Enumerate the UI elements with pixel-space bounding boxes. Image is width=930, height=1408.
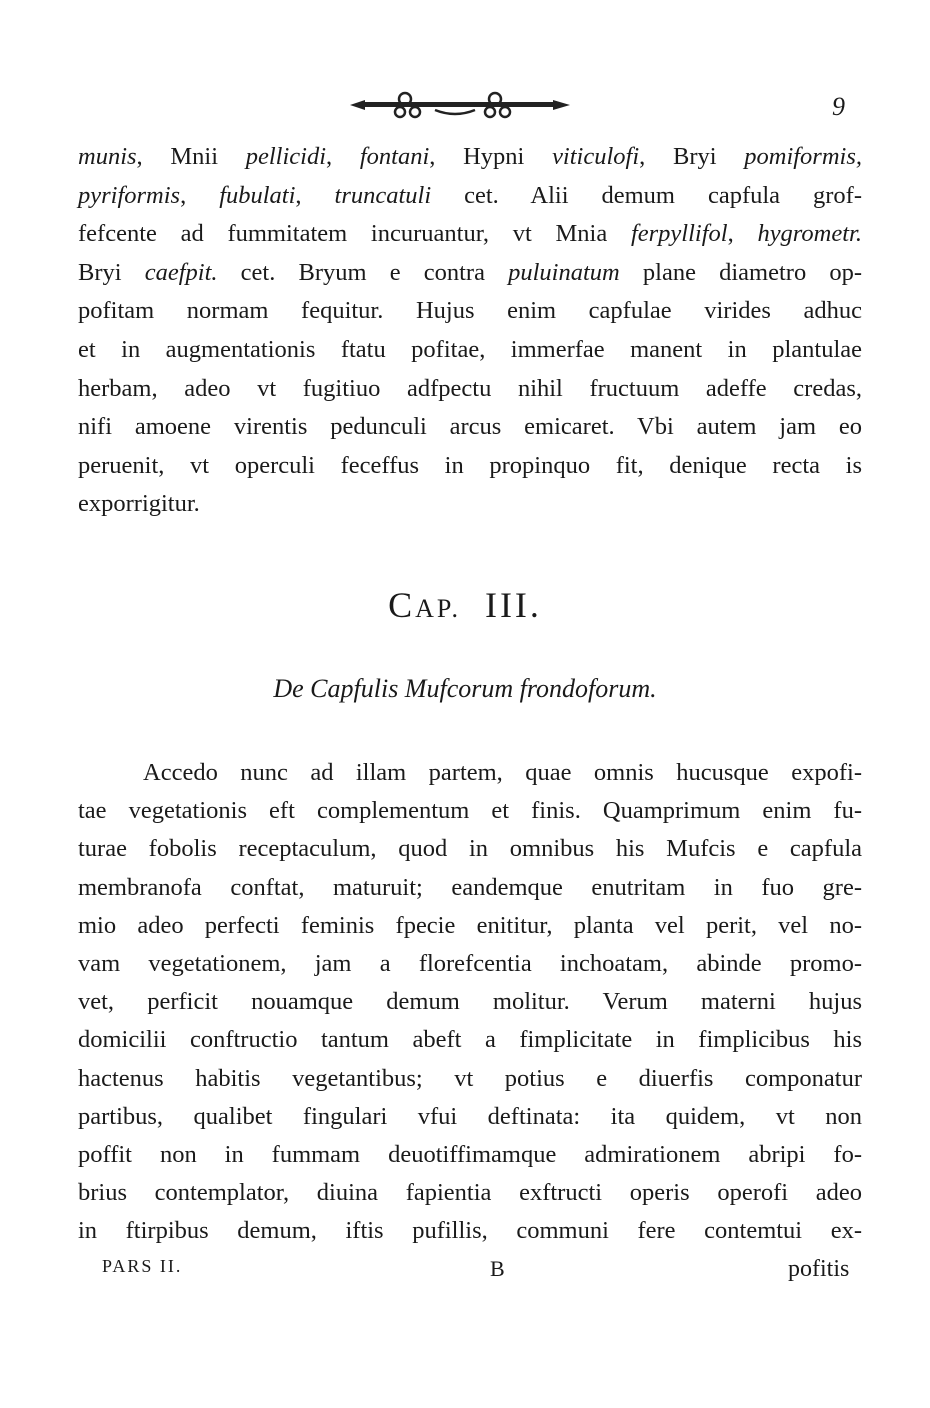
- chapter-heading: [0, 584, 930, 626]
- text-line: [78, 219, 862, 249]
- text-segment: membranofa conftat, maturuit; eandemque enutritam in fuo gre-: [78, 873, 862, 901]
- page-number: 9: [832, 92, 845, 121]
- text-line: [78, 1102, 862, 1132]
- text-line: [78, 451, 862, 481]
- italic-term: caefpit.: [144, 258, 218, 286]
- text-line: [78, 1140, 862, 1170]
- text-segment: hactenus habitis vegetantibus; vt potius e diuerfis componatur: [78, 1064, 862, 1092]
- text-line: [78, 335, 862, 365]
- text-line: [78, 489, 862, 519]
- text-segment: Bryi: [78, 258, 145, 286]
- text-line: [78, 258, 862, 288]
- text-segment: cet. Alii demum capfula grof-: [431, 181, 862, 209]
- text-segment: domicilii conftructio tantum abeft a fimplicitate in fimplicibus his: [78, 1026, 862, 1054]
- text-line: [78, 834, 862, 864]
- text-segment: nifi amoene virentis pedunculi arcus emicaret. Vbi autem jam eo: [78, 413, 862, 441]
- text-segment: partibus, qualibet fingulari vfui deftinata: ita quidem, vt non: [78, 1102, 862, 1130]
- italic-term: puluinatum: [508, 258, 620, 286]
- text-segment: peruenit, vt operculi feceffus in propinquo fit, denique recta is: [78, 451, 862, 479]
- text-segment: , Bryi: [639, 143, 745, 170]
- text-segment: exporrigitur.: [78, 490, 200, 518]
- italic-term: fubulati: [219, 181, 296, 209]
- italic-term: viticulofi: [552, 143, 640, 170]
- chapter-word: AP.: [415, 594, 461, 623]
- italic-term: pomiformis,: [744, 143, 863, 170]
- text-segment: plane diametro op-: [619, 258, 863, 286]
- catchword: pofitis: [788, 1256, 850, 1282]
- text-line: [78, 296, 862, 326]
- text-line: [78, 949, 862, 979]
- text-line: [143, 758, 862, 788]
- text-segment: pofitam normam fequitur. Hujus enim capfulae virides adhuc: [78, 297, 862, 325]
- text-line: [78, 873, 862, 903]
- headpiece-ornament-icon: [345, 90, 575, 120]
- text-segment: ,: [180, 181, 220, 209]
- text-segment: turae fobolis receptaculum, quod in omnibus his Mufcis e capfula: [78, 835, 862, 863]
- italic-term: truncatuli: [334, 181, 432, 209]
- text-line: [78, 1025, 862, 1055]
- text-line: [78, 181, 862, 211]
- text-segment: cet. Bryum e contra: [217, 258, 509, 286]
- text-segment: mio adeo perfecti feminis fpecie enititur, planta vel perit, vel no-: [78, 911, 862, 939]
- text-segment: poffit non in fummam deuotiffimamque admirationem abripi fo-: [78, 1141, 862, 1168]
- text-segment: herbam, adeo vt fugitiuo adfpectu nihil fructuum adeffe credas,: [78, 374, 862, 402]
- italic-term: munis: [78, 143, 137, 170]
- text-line: [78, 374, 862, 404]
- text-line: [78, 142, 862, 172]
- chapter-number: III.: [484, 585, 542, 625]
- text-segment: vam vegetationem, jam a florefcentia inchoatam, abinde promo-: [78, 950, 862, 977]
- chapter-initial: C: [388, 585, 416, 625]
- text-segment: ,: [326, 143, 360, 170]
- text-line: [78, 796, 862, 826]
- italic-term: pyriformis: [78, 181, 181, 209]
- signature-left: PARS II.: [102, 1256, 183, 1276]
- text-line: [78, 1064, 862, 1094]
- text-segment: brius contemplator, diuina fapientia exftructi operis operofi adeo: [78, 1179, 862, 1207]
- italic-term: fontani: [359, 143, 430, 170]
- text-segment: Accedo nunc ad illam partem, quae omnis hucusque expofi-: [143, 759, 862, 786]
- text-segment: vet, perficit nouamque demum molitur. Verum materni hujus: [78, 988, 862, 1016]
- text-segment: ,: [295, 181, 335, 209]
- text-segment: ,: [727, 220, 758, 248]
- text-line: [78, 1178, 862, 1208]
- chapter-subtitle: De Capfulis Mufcorum frondoforum.: [273, 674, 657, 703]
- text-segment: tae vegetationis eft complementum et finis. Quamprimum enim fu-: [78, 797, 862, 825]
- italic-term: pellicidi: [245, 143, 327, 170]
- text-line: [78, 911, 862, 941]
- signature-mark: B: [490, 1256, 505, 1281]
- text-line: [78, 987, 862, 1017]
- text-segment: , Hypni: [429, 143, 553, 170]
- text-segment: in ftirpibus demum, iftis pufillis, communi fere contemtui ex-: [78, 1217, 862, 1245]
- italic-term: hygrometr.: [757, 220, 863, 248]
- italic-term: ferpyllifol: [630, 220, 728, 248]
- text-line: [78, 1216, 862, 1246]
- text-segment: , Mnii: [136, 143, 246, 170]
- text-line: [78, 412, 862, 442]
- text-segment: fefcente ad fummitatem incuruantur, vt Mnia: [78, 220, 631, 248]
- text-segment: et in augmentationis ftatu pofitae, immerfae manent in plantulae: [78, 336, 862, 363]
